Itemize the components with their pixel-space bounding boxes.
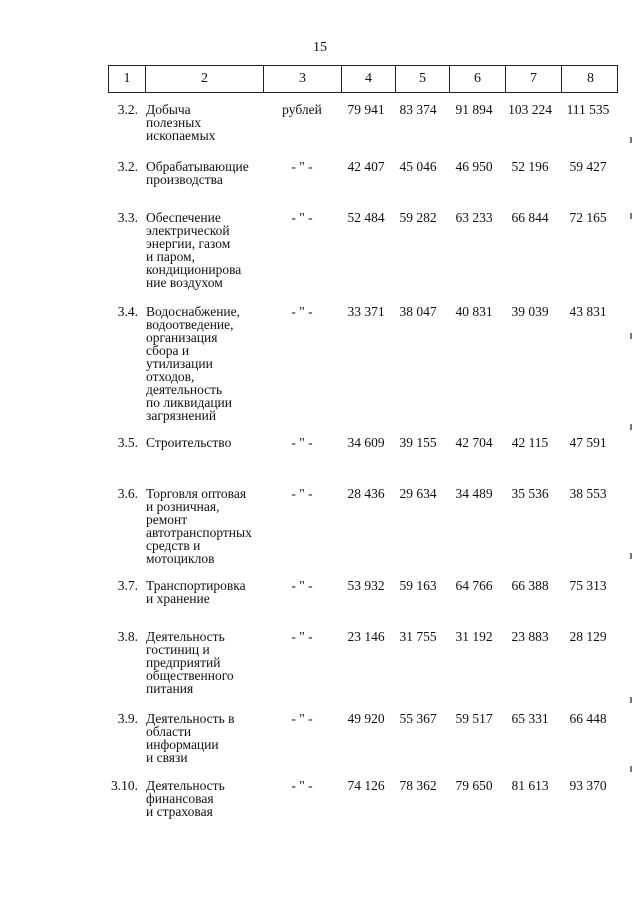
row-number: 3.7. <box>117 578 138 593</box>
row-number: 3.5. <box>117 435 138 450</box>
scan-edge-mark <box>630 553 632 559</box>
scan-edge-mark <box>630 213 632 219</box>
value-col-8: 75 313 <box>569 578 607 593</box>
scan-edge-mark <box>630 137 632 143</box>
row-name: Деятельность в области информации и связи <box>146 711 235 765</box>
value-col-4: 23 146 <box>347 629 385 644</box>
column-header-8: 8 <box>561 66 619 92</box>
value-col-8: 111 535 <box>566 102 610 117</box>
value-col-8: 28 129 <box>569 629 607 644</box>
row-unit: рублей <box>282 102 322 117</box>
value-col-5: 45 046 <box>399 159 437 174</box>
row-name: Деятельность финансовая и страховая <box>146 778 225 819</box>
value-col-6: 63 233 <box>455 210 493 225</box>
value-col-6: 46 950 <box>455 159 493 174</box>
row-unit: - " - <box>291 486 313 501</box>
value-col-7: 66 388 <box>511 578 549 593</box>
value-col-7: 52 196 <box>511 159 549 174</box>
scan-edge-mark <box>630 697 632 703</box>
row-number: 3.2. <box>117 102 138 117</box>
scan-edge-mark <box>630 333 632 339</box>
table-header-row <box>108 65 618 93</box>
value-col-5: 59 282 <box>399 210 437 225</box>
value-col-6: 40 831 <box>455 304 493 319</box>
value-col-6: 34 489 <box>455 486 493 501</box>
row-number: 3.10. <box>111 778 138 793</box>
value-col-6: 64 766 <box>455 578 493 593</box>
value-col-4: 53 932 <box>347 578 385 593</box>
value-col-5: 55 367 <box>399 711 437 726</box>
value-col-7: 81 613 <box>511 778 549 793</box>
value-col-4: 34 609 <box>347 435 385 450</box>
value-col-4: 42 407 <box>347 159 385 174</box>
column-header-6: 6 <box>449 66 505 92</box>
value-col-6: 42 704 <box>455 435 493 450</box>
page-number: 15 <box>313 40 327 55</box>
row-number: 3.3. <box>117 210 138 225</box>
value-col-5: 59 163 <box>399 578 437 593</box>
row-name: Деятельность гостиниц и предприятий общественного питания <box>146 629 234 696</box>
row-number: 3.9. <box>117 711 138 726</box>
row-unit: - " - <box>291 210 313 225</box>
value-col-8: 43 831 <box>569 304 607 319</box>
value-col-5: 29 634 <box>399 486 437 501</box>
value-col-4: 49 920 <box>347 711 385 726</box>
value-col-7: 103 224 <box>508 102 552 117</box>
value-col-4: 74 126 <box>347 778 385 793</box>
row-unit: - " - <box>291 159 313 174</box>
row-name: Добыча полезных ископаемых <box>146 102 216 143</box>
value-col-4: 28 436 <box>347 486 385 501</box>
scan-edge-mark <box>630 424 632 430</box>
row-name: Строительство <box>146 435 232 450</box>
column-header-5: 5 <box>395 66 449 92</box>
row-unit: - " - <box>291 304 313 319</box>
value-col-7: 42 115 <box>511 435 549 450</box>
value-col-4: 79 941 <box>347 102 385 117</box>
value-col-5: 31 755 <box>399 629 437 644</box>
value-col-5: 38 047 <box>399 304 437 319</box>
value-col-6: 31 192 <box>455 629 493 644</box>
row-unit: - " - <box>291 629 313 644</box>
value-col-8: 38 553 <box>569 486 607 501</box>
value-col-5: 83 374 <box>399 102 437 117</box>
column-header-4: 4 <box>341 66 395 92</box>
value-col-7: 65 331 <box>511 711 549 726</box>
value-col-8: 93 370 <box>569 778 607 793</box>
value-col-7: 66 844 <box>511 210 549 225</box>
value-col-7: 35 536 <box>511 486 549 501</box>
value-col-4: 52 484 <box>347 210 385 225</box>
row-number: 3.2. <box>117 159 138 174</box>
scan-edge-mark <box>630 766 632 772</box>
row-number: 3.6. <box>117 486 138 501</box>
value-col-5: 78 362 <box>399 778 437 793</box>
row-name: Водоснабжение, водоотведение, организация сбора и утилизации отходов, деятельность по ликвидации загрязнений <box>146 304 241 423</box>
value-col-6: 59 517 <box>455 711 493 726</box>
value-col-7: 23 883 <box>511 629 549 644</box>
value-col-8: 72 165 <box>569 210 607 225</box>
statistics-table <box>108 65 618 819</box>
row-unit: - " - <box>291 435 313 450</box>
row-number: 3.4. <box>117 304 138 319</box>
value-col-7: 39 039 <box>511 304 549 319</box>
value-col-6: 91 894 <box>455 102 493 117</box>
value-col-6: 79 650 <box>455 778 493 793</box>
column-header-2: 2 <box>145 66 263 92</box>
value-col-5: 39 155 <box>399 435 437 450</box>
row-unit: - " - <box>291 578 313 593</box>
column-header-7: 7 <box>505 66 561 92</box>
column-header-1: 1 <box>123 71 131 86</box>
row-unit: - " - <box>291 778 313 793</box>
row-name: Обеспечение электрической энергии, газом и паром, кондиционирова ние воздухом <box>146 210 242 290</box>
row-name: Торговля оптовая и розничная, ремонт автотранспортных средств и мотоциклов <box>146 486 252 566</box>
value-col-8: 59 427 <box>569 159 607 174</box>
row-name: Транспортировка и хранение <box>146 578 246 606</box>
value-col-8: 47 591 <box>569 435 607 450</box>
row-number: 3.8. <box>117 629 138 644</box>
value-col-4: 33 371 <box>347 304 385 319</box>
row-name: Обрабатывающие производства <box>146 159 249 187</box>
row-unit: - " - <box>291 711 313 726</box>
column-header-3: 3 <box>263 66 341 92</box>
value-col-8: 66 448 <box>569 711 607 726</box>
